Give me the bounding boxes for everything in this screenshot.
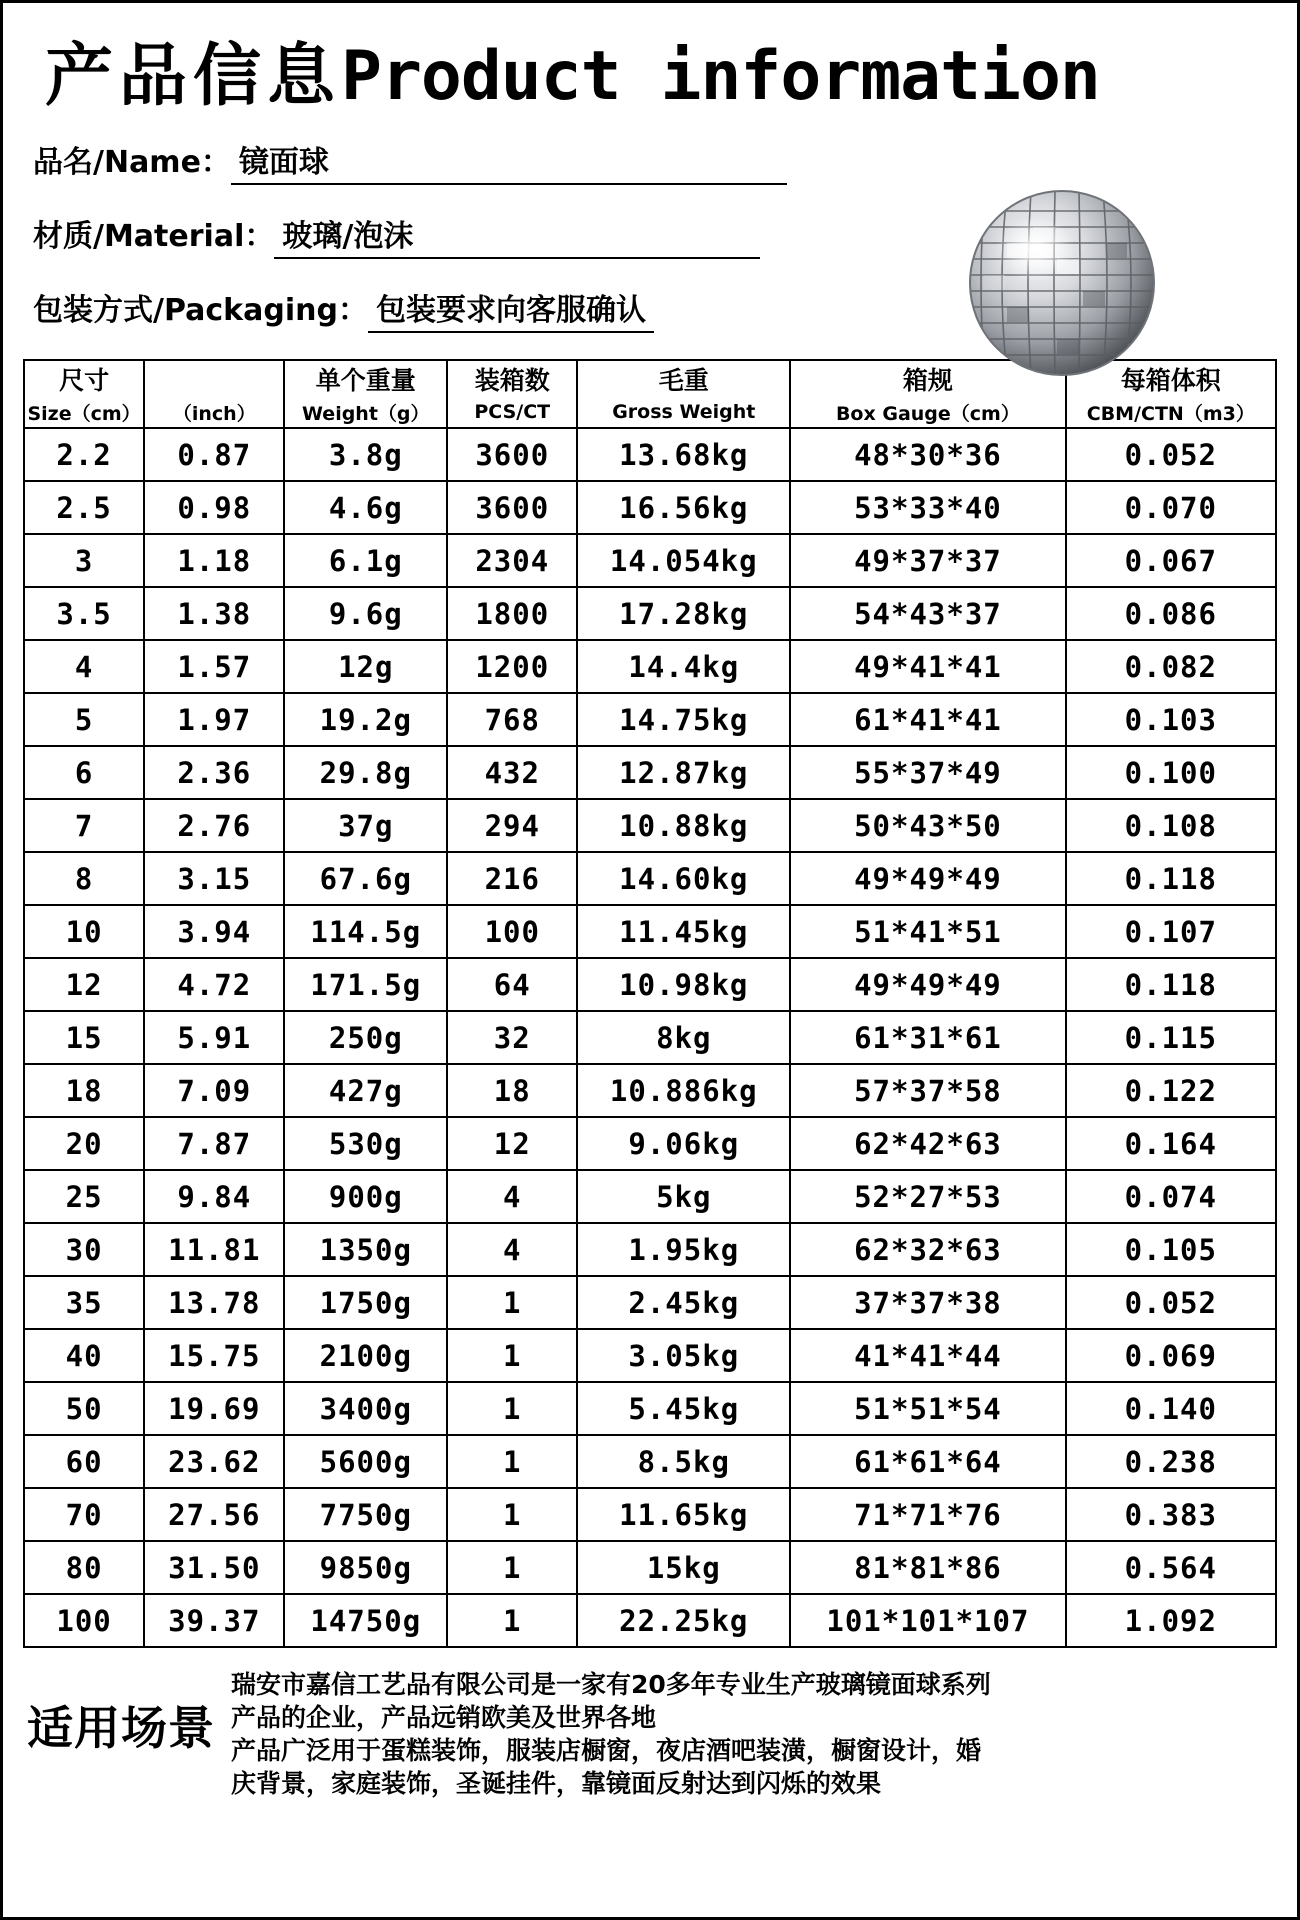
- table-cell-boxgaugecm: 50*43*50: [790, 799, 1065, 852]
- table-cell-sizecm: 10: [24, 905, 144, 958]
- table-cell-boxgaugecm: 61*41*41: [790, 693, 1065, 746]
- table-cell-sizecm: 6: [24, 746, 144, 799]
- table-cell-boxgaugecm: 51*51*54: [790, 1382, 1065, 1435]
- table-cell-grossweight: 10.98kg: [577, 958, 790, 1011]
- table-cell-boxgaugecm: 49*49*49: [790, 852, 1065, 905]
- table-cell-grossweight: 11.65kg: [577, 1488, 790, 1541]
- table-row: [24, 428, 1276, 481]
- header-en-box-gauge: Box Gauge（cm）: [790, 397, 1065, 428]
- product-name-line: [33, 137, 1277, 185]
- table-cell-weightg: 530g: [284, 1117, 447, 1170]
- info-block: [33, 137, 1277, 333]
- table-cell-boxgaugecm: 57*37*58: [790, 1064, 1065, 1117]
- table-cell-grossweight: 1.95kg: [577, 1223, 790, 1276]
- table-cell-cbmctnm3: 0.082: [1066, 640, 1276, 693]
- product-material-label: 材质/Material：: [33, 219, 275, 254]
- table-cell-inch: 31.50: [144, 1541, 284, 1594]
- header-en-pcs: PCS/CT: [447, 397, 577, 428]
- footer-block: [23, 1664, 1277, 1800]
- table-cell-grossweight: 9.06kg: [577, 1117, 790, 1170]
- table-cell-pcsct: 432: [447, 746, 577, 799]
- header-en-gross-weight: Gross Weight: [577, 397, 790, 428]
- product-packaging-line: [33, 285, 1277, 333]
- table-cell-pcsct: 1: [447, 1541, 577, 1594]
- header-en-inch: （inch）: [144, 397, 284, 428]
- table-cell-pcsct: 2304: [447, 534, 577, 587]
- table-cell-sizecm: 80: [24, 1541, 144, 1594]
- table-cell-pcsct: 32: [447, 1011, 577, 1064]
- table-cell-inch: 11.81: [144, 1223, 284, 1276]
- table-cell-boxgaugecm: 54*43*37: [790, 587, 1065, 640]
- table-cell-pcsct: 1800: [447, 587, 577, 640]
- footer-line: 产品的企业，产品远销欧美及世界各地: [231, 1703, 657, 1732]
- header-cn-inch: [144, 360, 284, 397]
- table-cell-grossweight: 10.886kg: [577, 1064, 790, 1117]
- table-cell-grossweight: 14.4kg: [577, 640, 790, 693]
- table-cell-weightg: 4.6g: [284, 481, 447, 534]
- table-cell-weightg: 1350g: [284, 1223, 447, 1276]
- table-cell-pcsct: 3600: [447, 428, 577, 481]
- table-row: [24, 1488, 1276, 1541]
- table-cell-boxgaugecm: 49*41*41: [790, 640, 1065, 693]
- table-cell-inch: 13.78: [144, 1276, 284, 1329]
- table-cell-pcsct: 1: [447, 1276, 577, 1329]
- table-cell-inch: 27.56: [144, 1488, 284, 1541]
- table-cell-sizecm: 4: [24, 640, 144, 693]
- table-cell-weightg: 900g: [284, 1170, 447, 1223]
- product-name-value: 镜面球: [231, 137, 787, 185]
- table-cell-inch: 39.37: [144, 1594, 284, 1647]
- table-row: [24, 1117, 1276, 1170]
- table-row: [24, 852, 1276, 905]
- table-cell-weightg: 171.5g: [284, 958, 447, 1011]
- table-cell-pcsct: 12: [447, 1117, 577, 1170]
- table-cell-inch: 1.38: [144, 587, 284, 640]
- table-row: [24, 1541, 1276, 1594]
- header-cn-cbm: 每箱体积: [1066, 360, 1276, 397]
- table-cell-sizecm: 3: [24, 534, 144, 587]
- table-cell-weightg: 1750g: [284, 1276, 447, 1329]
- table-cell-cbmctnm3: 0.086: [1066, 587, 1276, 640]
- table-row: [24, 534, 1276, 587]
- table-cell-inch: 15.75: [144, 1329, 284, 1382]
- table-row: [24, 1435, 1276, 1488]
- table-cell-cbmctnm3: 0.164: [1066, 1117, 1276, 1170]
- table-cell-grossweight: 5kg: [577, 1170, 790, 1223]
- table-cell-inch: 3.94: [144, 905, 284, 958]
- table-cell-boxgaugecm: 53*33*40: [790, 481, 1065, 534]
- table-row: [24, 958, 1276, 1011]
- table-cell-grossweight: 22.25kg: [577, 1594, 790, 1647]
- table-cell-pcsct: 1: [447, 1435, 577, 1488]
- table-cell-grossweight: 14.75kg: [577, 693, 790, 746]
- table-cell-weightg: 427g: [284, 1064, 447, 1117]
- table-cell-grossweight: 10.88kg: [577, 799, 790, 852]
- table-cell-sizecm: 40: [24, 1329, 144, 1382]
- table-cell-inch: 1.18: [144, 534, 284, 587]
- table-cell-weightg: 14750g: [284, 1594, 447, 1647]
- table-cell-sizecm: 5: [24, 693, 144, 746]
- table-body: [24, 428, 1276, 1647]
- table-cell-boxgaugecm: 49*37*37: [790, 534, 1065, 587]
- table-cell-sizecm: 20: [24, 1117, 144, 1170]
- table-row: [24, 481, 1276, 534]
- table-cell-cbmctnm3: 0.103: [1066, 693, 1276, 746]
- table-cell-inch: 7.87: [144, 1117, 284, 1170]
- table-cell-pcsct: 1: [447, 1488, 577, 1541]
- table-cell-weightg: 67.6g: [284, 852, 447, 905]
- table-cell-cbmctnm3: 0.118: [1066, 852, 1276, 905]
- page-title-cn: 产品信息: [45, 37, 342, 116]
- table-cell-cbmctnm3: 0.108: [1066, 799, 1276, 852]
- table-cell-grossweight: 14.60kg: [577, 852, 790, 905]
- specification-table: [23, 359, 1277, 1648]
- product-packaging-value: 包装要求向客服确认: [368, 285, 654, 333]
- table-cell-pcsct: 4: [447, 1170, 577, 1223]
- table-cell-cbmctnm3: 0.122: [1066, 1064, 1276, 1117]
- table-row: [24, 640, 1276, 693]
- table-row: [24, 587, 1276, 640]
- table-cell-sizecm: 60: [24, 1435, 144, 1488]
- table-cell-sizecm: 3.5: [24, 587, 144, 640]
- table-cell-weightg: 5600g: [284, 1435, 447, 1488]
- table-cell-weightg: 29.8g: [284, 746, 447, 799]
- table-row: [24, 1064, 1276, 1117]
- table-row: [24, 905, 1276, 958]
- table-cell-boxgaugecm: 62*32*63: [790, 1223, 1065, 1276]
- table-cell-weightg: 37g: [284, 799, 447, 852]
- table-cell-boxgaugecm: 41*41*44: [790, 1329, 1065, 1382]
- table-cell-weightg: 3400g: [284, 1382, 447, 1435]
- table-cell-cbmctnm3: 0.118: [1066, 958, 1276, 1011]
- table-cell-pcsct: 1: [447, 1594, 577, 1647]
- table-row: [24, 1329, 1276, 1382]
- table-cell-cbmctnm3: 0.069: [1066, 1329, 1276, 1382]
- table-header-row-en: [24, 397, 1276, 428]
- table-cell-grossweight: 11.45kg: [577, 905, 790, 958]
- table-cell-grossweight: 8.5kg: [577, 1435, 790, 1488]
- table-cell-inch: 2.76: [144, 799, 284, 852]
- page-title: [45, 37, 1277, 116]
- table-cell-sizecm: 70: [24, 1488, 144, 1541]
- table-cell-grossweight: 8kg: [577, 1011, 790, 1064]
- table-cell-inch: 1.97: [144, 693, 284, 746]
- table-cell-boxgaugecm: 37*37*38: [790, 1276, 1065, 1329]
- table-cell-inch: 19.69: [144, 1382, 284, 1435]
- table-cell-inch: 1.57: [144, 640, 284, 693]
- table-cell-grossweight: 17.28kg: [577, 587, 790, 640]
- table-cell-sizecm: 2.5: [24, 481, 144, 534]
- footer-line: 庆背景，家庭装饰，圣诞挂件，靠镜面反射达到闪烁的效果: [231, 1769, 882, 1798]
- table-row: [24, 693, 1276, 746]
- table-cell-boxgaugecm: 61*31*61: [790, 1011, 1065, 1064]
- table-cell-inch: 7.09: [144, 1064, 284, 1117]
- table-cell-pcsct: 3600: [447, 481, 577, 534]
- table-cell-grossweight: 14.054kg: [577, 534, 790, 587]
- footer-line: 瑞安市嘉信工艺品有限公司是一家有20多年专业生产玻璃镜面球系列: [231, 1670, 991, 1699]
- table-cell-pcsct: 18: [447, 1064, 577, 1117]
- table-cell-cbmctnm3: 0.070: [1066, 481, 1276, 534]
- table-cell-inch: 4.72: [144, 958, 284, 1011]
- footer-line: 产品广泛用于蛋糕装饰，服装店橱窗，夜店酒吧装潢，橱窗设计，婚: [231, 1736, 982, 1765]
- table-cell-sizecm: 2.2: [24, 428, 144, 481]
- table-cell-grossweight: 16.56kg: [577, 481, 790, 534]
- table-cell-inch: 0.87: [144, 428, 284, 481]
- table-cell-sizecm: 100: [24, 1594, 144, 1647]
- table-cell-boxgaugecm: 48*30*36: [790, 428, 1065, 481]
- table-cell-grossweight: 15kg: [577, 1541, 790, 1594]
- table-cell-weightg: 250g: [284, 1011, 447, 1064]
- header-cn-weight: 单个重量: [284, 360, 447, 397]
- product-name-label: 品名/Name：: [33, 145, 231, 180]
- table-cell-pcsct: 1: [447, 1329, 577, 1382]
- table-cell-boxgaugecm: 71*71*76: [790, 1488, 1065, 1541]
- table-cell-cbmctnm3: 0.100: [1066, 746, 1276, 799]
- header-en-cbm: CBM/CTN（m3）: [1066, 397, 1276, 428]
- table-row: [24, 799, 1276, 852]
- table-cell-cbmctnm3: 0.107: [1066, 905, 1276, 958]
- table-cell-boxgaugecm: 81*81*86: [790, 1541, 1065, 1594]
- table-cell-boxgaugecm: 52*27*53: [790, 1170, 1065, 1223]
- table-cell-weightg: 9850g: [284, 1541, 447, 1594]
- table-cell-sizecm: 8: [24, 852, 144, 905]
- header-en-weight: Weight（g）: [284, 397, 447, 428]
- table-cell-sizecm: 25: [24, 1170, 144, 1223]
- table-cell-grossweight: 5.45kg: [577, 1382, 790, 1435]
- table-cell-grossweight: 13.68kg: [577, 428, 790, 481]
- table-cell-grossweight: 2.45kg: [577, 1276, 790, 1329]
- table-cell-cbmctnm3: 0.067: [1066, 534, 1276, 587]
- table-cell-weightg: 2100g: [284, 1329, 447, 1382]
- table-cell-cbmctnm3: 0.115: [1066, 1011, 1276, 1064]
- table-cell-cbmctnm3: 0.052: [1066, 1276, 1276, 1329]
- table-cell-boxgaugecm: 61*61*64: [790, 1435, 1065, 1488]
- table-cell-boxgaugecm: 51*41*51: [790, 905, 1065, 958]
- table-cell-cbmctnm3: 0.140: [1066, 1382, 1276, 1435]
- table-cell-weightg: 7750g: [284, 1488, 447, 1541]
- table-cell-inch: 2.36: [144, 746, 284, 799]
- table-cell-weightg: 3.8g: [284, 428, 447, 481]
- product-material-value: 玻璃/泡沫: [274, 211, 760, 259]
- table-cell-inch: 3.15: [144, 852, 284, 905]
- table-row: [24, 1594, 1276, 1647]
- table-cell-weightg: 12g: [284, 640, 447, 693]
- table-cell-inch: 5.91: [144, 1011, 284, 1064]
- table-cell-pcsct: 100: [447, 905, 577, 958]
- table-cell-boxgaugecm: 55*37*49: [790, 746, 1065, 799]
- table-cell-pcsct: 4: [447, 1223, 577, 1276]
- table-cell-weightg: 6.1g: [284, 534, 447, 587]
- table-cell-cbmctnm3: 0.564: [1066, 1541, 1276, 1594]
- table-cell-inch: 23.62: [144, 1435, 284, 1488]
- table-cell-pcsct: 1200: [447, 640, 577, 693]
- table-cell-cbmctnm3: 0.383: [1066, 1488, 1276, 1541]
- table-row: [24, 1276, 1276, 1329]
- table-row: [24, 1011, 1276, 1064]
- page-title-en: Product information: [341, 37, 1100, 116]
- table-cell-cbmctnm3: 0.238: [1066, 1435, 1276, 1488]
- table-cell-sizecm: 7: [24, 799, 144, 852]
- table-cell-pcsct: 1: [447, 1382, 577, 1435]
- table-cell-weightg: 114.5g: [284, 905, 447, 958]
- table-cell-sizecm: 30: [24, 1223, 144, 1276]
- header-cn-gross-weight: 毛重: [577, 360, 790, 397]
- table-cell-cbmctnm3: 0.105: [1066, 1223, 1276, 1276]
- table-cell-boxgaugecm: 62*42*63: [790, 1117, 1065, 1170]
- table-cell-pcsct: 768: [447, 693, 577, 746]
- table-row: [24, 746, 1276, 799]
- table-cell-sizecm: 12: [24, 958, 144, 1011]
- table-row: [24, 1223, 1276, 1276]
- product-packaging-label: 包装方式/Packaging：: [33, 293, 368, 328]
- table-cell-pcsct: 64: [447, 958, 577, 1011]
- table-cell-weightg: 19.2g: [284, 693, 447, 746]
- footer-title: 适用场景: [27, 1701, 215, 1755]
- header-en-size: Size（cm）: [24, 397, 144, 428]
- footer-text: [231, 1664, 991, 1800]
- table-cell-sizecm: 18: [24, 1064, 144, 1117]
- table-cell-sizecm: 35: [24, 1276, 144, 1329]
- header-cn-box-gauge: 箱规: [790, 360, 1065, 397]
- table-cell-grossweight: 12.87kg: [577, 746, 790, 799]
- table-cell-cbmctnm3: 1.092: [1066, 1594, 1276, 1647]
- table-cell-pcsct: 216: [447, 852, 577, 905]
- table-row: [24, 1170, 1276, 1223]
- table-cell-grossweight: 3.05kg: [577, 1329, 790, 1382]
- header-cn-size: 尺寸: [24, 360, 144, 397]
- table-cell-inch: 9.84: [144, 1170, 284, 1223]
- table-cell-boxgaugecm: 101*101*107: [790, 1594, 1065, 1647]
- table-cell-sizecm: 15: [24, 1011, 144, 1064]
- table-cell-pcsct: 294: [447, 799, 577, 852]
- table-cell-cbmctnm3: 0.052: [1066, 428, 1276, 481]
- table-cell-boxgaugecm: 49*49*49: [790, 958, 1065, 1011]
- table-cell-weightg: 9.6g: [284, 587, 447, 640]
- table-cell-cbmctnm3: 0.074: [1066, 1170, 1276, 1223]
- table-cell-inch: 0.98: [144, 481, 284, 534]
- header-cn-pcs: 装箱数: [447, 360, 577, 397]
- table-cell-sizecm: 50: [24, 1382, 144, 1435]
- product-material-line: [33, 211, 1277, 259]
- table-row: [24, 1382, 1276, 1435]
